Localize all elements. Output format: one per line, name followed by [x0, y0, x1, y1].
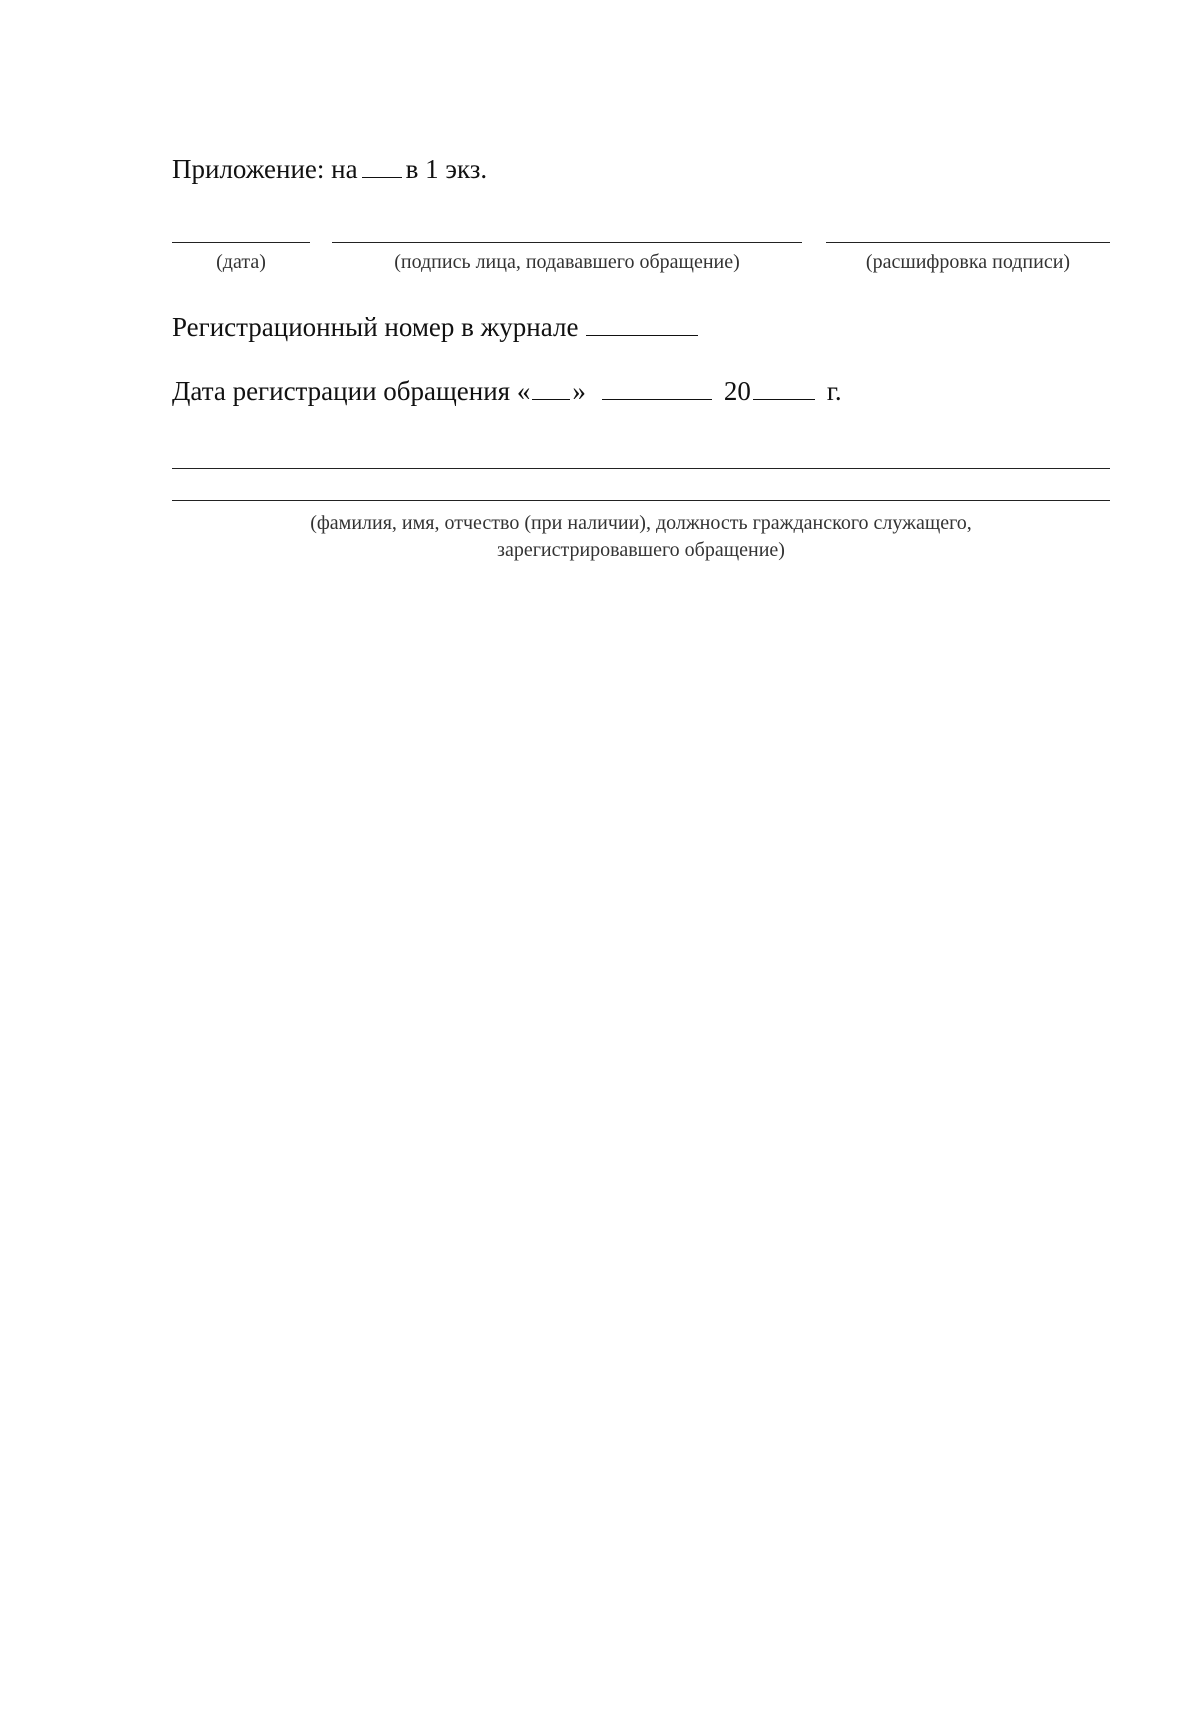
registration-year-suffix: г.: [826, 376, 842, 406]
date-caption: (дата): [216, 251, 266, 273]
signature-rule: [332, 242, 802, 243]
date-rule: [172, 242, 310, 243]
registration-date-close-quote: »: [572, 376, 586, 406]
registrar-caption: [172, 510, 1110, 564]
signature-caption: (подпись лица, подававшего обращение): [394, 251, 740, 273]
registrar-caption-line-2: зарегистрировавшего обращение): [497, 539, 785, 561]
registration-date-line: [172, 378, 842, 405]
registration-day-blank: [532, 379, 570, 400]
registrar-rule-2: [172, 500, 1110, 501]
registration-number-label: Регистрационный номер в журнале: [172, 312, 579, 342]
registration-number-line: [172, 314, 702, 341]
registrar-rule-1: [172, 468, 1110, 469]
decoding-caption: (расшифровка подписи): [865, 251, 1071, 273]
registration-month-blank: [602, 379, 712, 400]
registration-year-blank: [753, 379, 815, 400]
attachment-line: [172, 156, 487, 183]
registration-date-prefix: Дата регистрации обращения «: [172, 376, 531, 406]
registration-number-blank: [586, 315, 698, 336]
attachment-prefix: Приложение: на: [172, 154, 358, 184]
decoding-rule: [826, 242, 1110, 243]
registrar-caption-line-1: (фамилия, имя, отчество (при наличии), должность гражданского служащего,: [310, 512, 972, 534]
attachment-pages-blank: [362, 157, 402, 178]
registration-year-prefix: 20: [723, 376, 751, 406]
attachment-suffix: в 1 экз.: [405, 154, 488, 184]
